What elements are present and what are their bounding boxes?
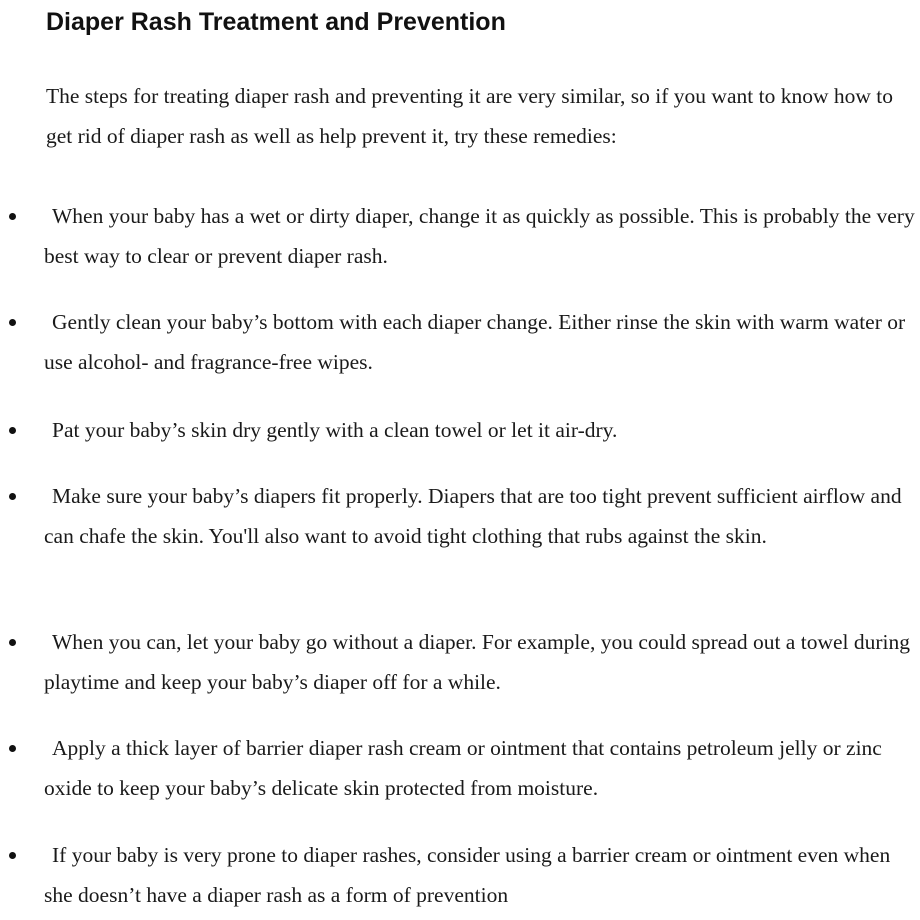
- list-item-text: Make sure your baby’s diapers fit properly. Diapers that are too tight prevent sufficient airflow and can chafe the skin. You'll also want to avoid tight clothing that rubs against the skin.: [44, 484, 902, 548]
- bullet-icon: [9, 319, 16, 326]
- list-item-text: Gently clean your baby’s bottom with each diaper change. Either rinse the skin with warm water or use alcohol- and fragrance-free wipes.: [44, 310, 906, 374]
- page-title: Diaper Rash Treatment and Prevention: [46, 8, 506, 36]
- bullet-icon: [9, 213, 16, 220]
- list-item-text: When your baby has a wet or dirty diaper, change it as quickly as possible. This is probably the very best way to clear or prevent diaper rash.: [44, 204, 915, 268]
- list-item-text: Pat your baby’s skin dry gently with a clean towel or let it air-dry.: [52, 418, 618, 442]
- bullet-icon: [9, 745, 16, 752]
- list-item-text: If your baby is very prone to diaper rashes, consider using a barrier cream or ointment even when she doesn’t have a diaper rash as a form of prevention: [44, 843, 891, 907]
- list-item-text: Apply a thick layer of barrier diaper rash cream or ointment that contains petroleum jelly or zinc oxide to keep your baby’s delicate skin protected from moisture.: [44, 736, 882, 800]
- list-item-text: When you can, let your baby go without a diaper. For example, you could spread out a towel during playtime and keep your baby’s diaper off for a while.: [44, 630, 910, 694]
- bullet-icon: [9, 427, 16, 434]
- intro-paragraph: The steps for treating diaper rash and preventing it are very similar, so if you want to know how to get rid of diaper rash as well as help prevent it, try these remedies:: [46, 84, 893, 148]
- bullet-icon: [9, 639, 16, 646]
- bullet-icon: [9, 852, 16, 859]
- bullet-icon: [9, 493, 16, 500]
